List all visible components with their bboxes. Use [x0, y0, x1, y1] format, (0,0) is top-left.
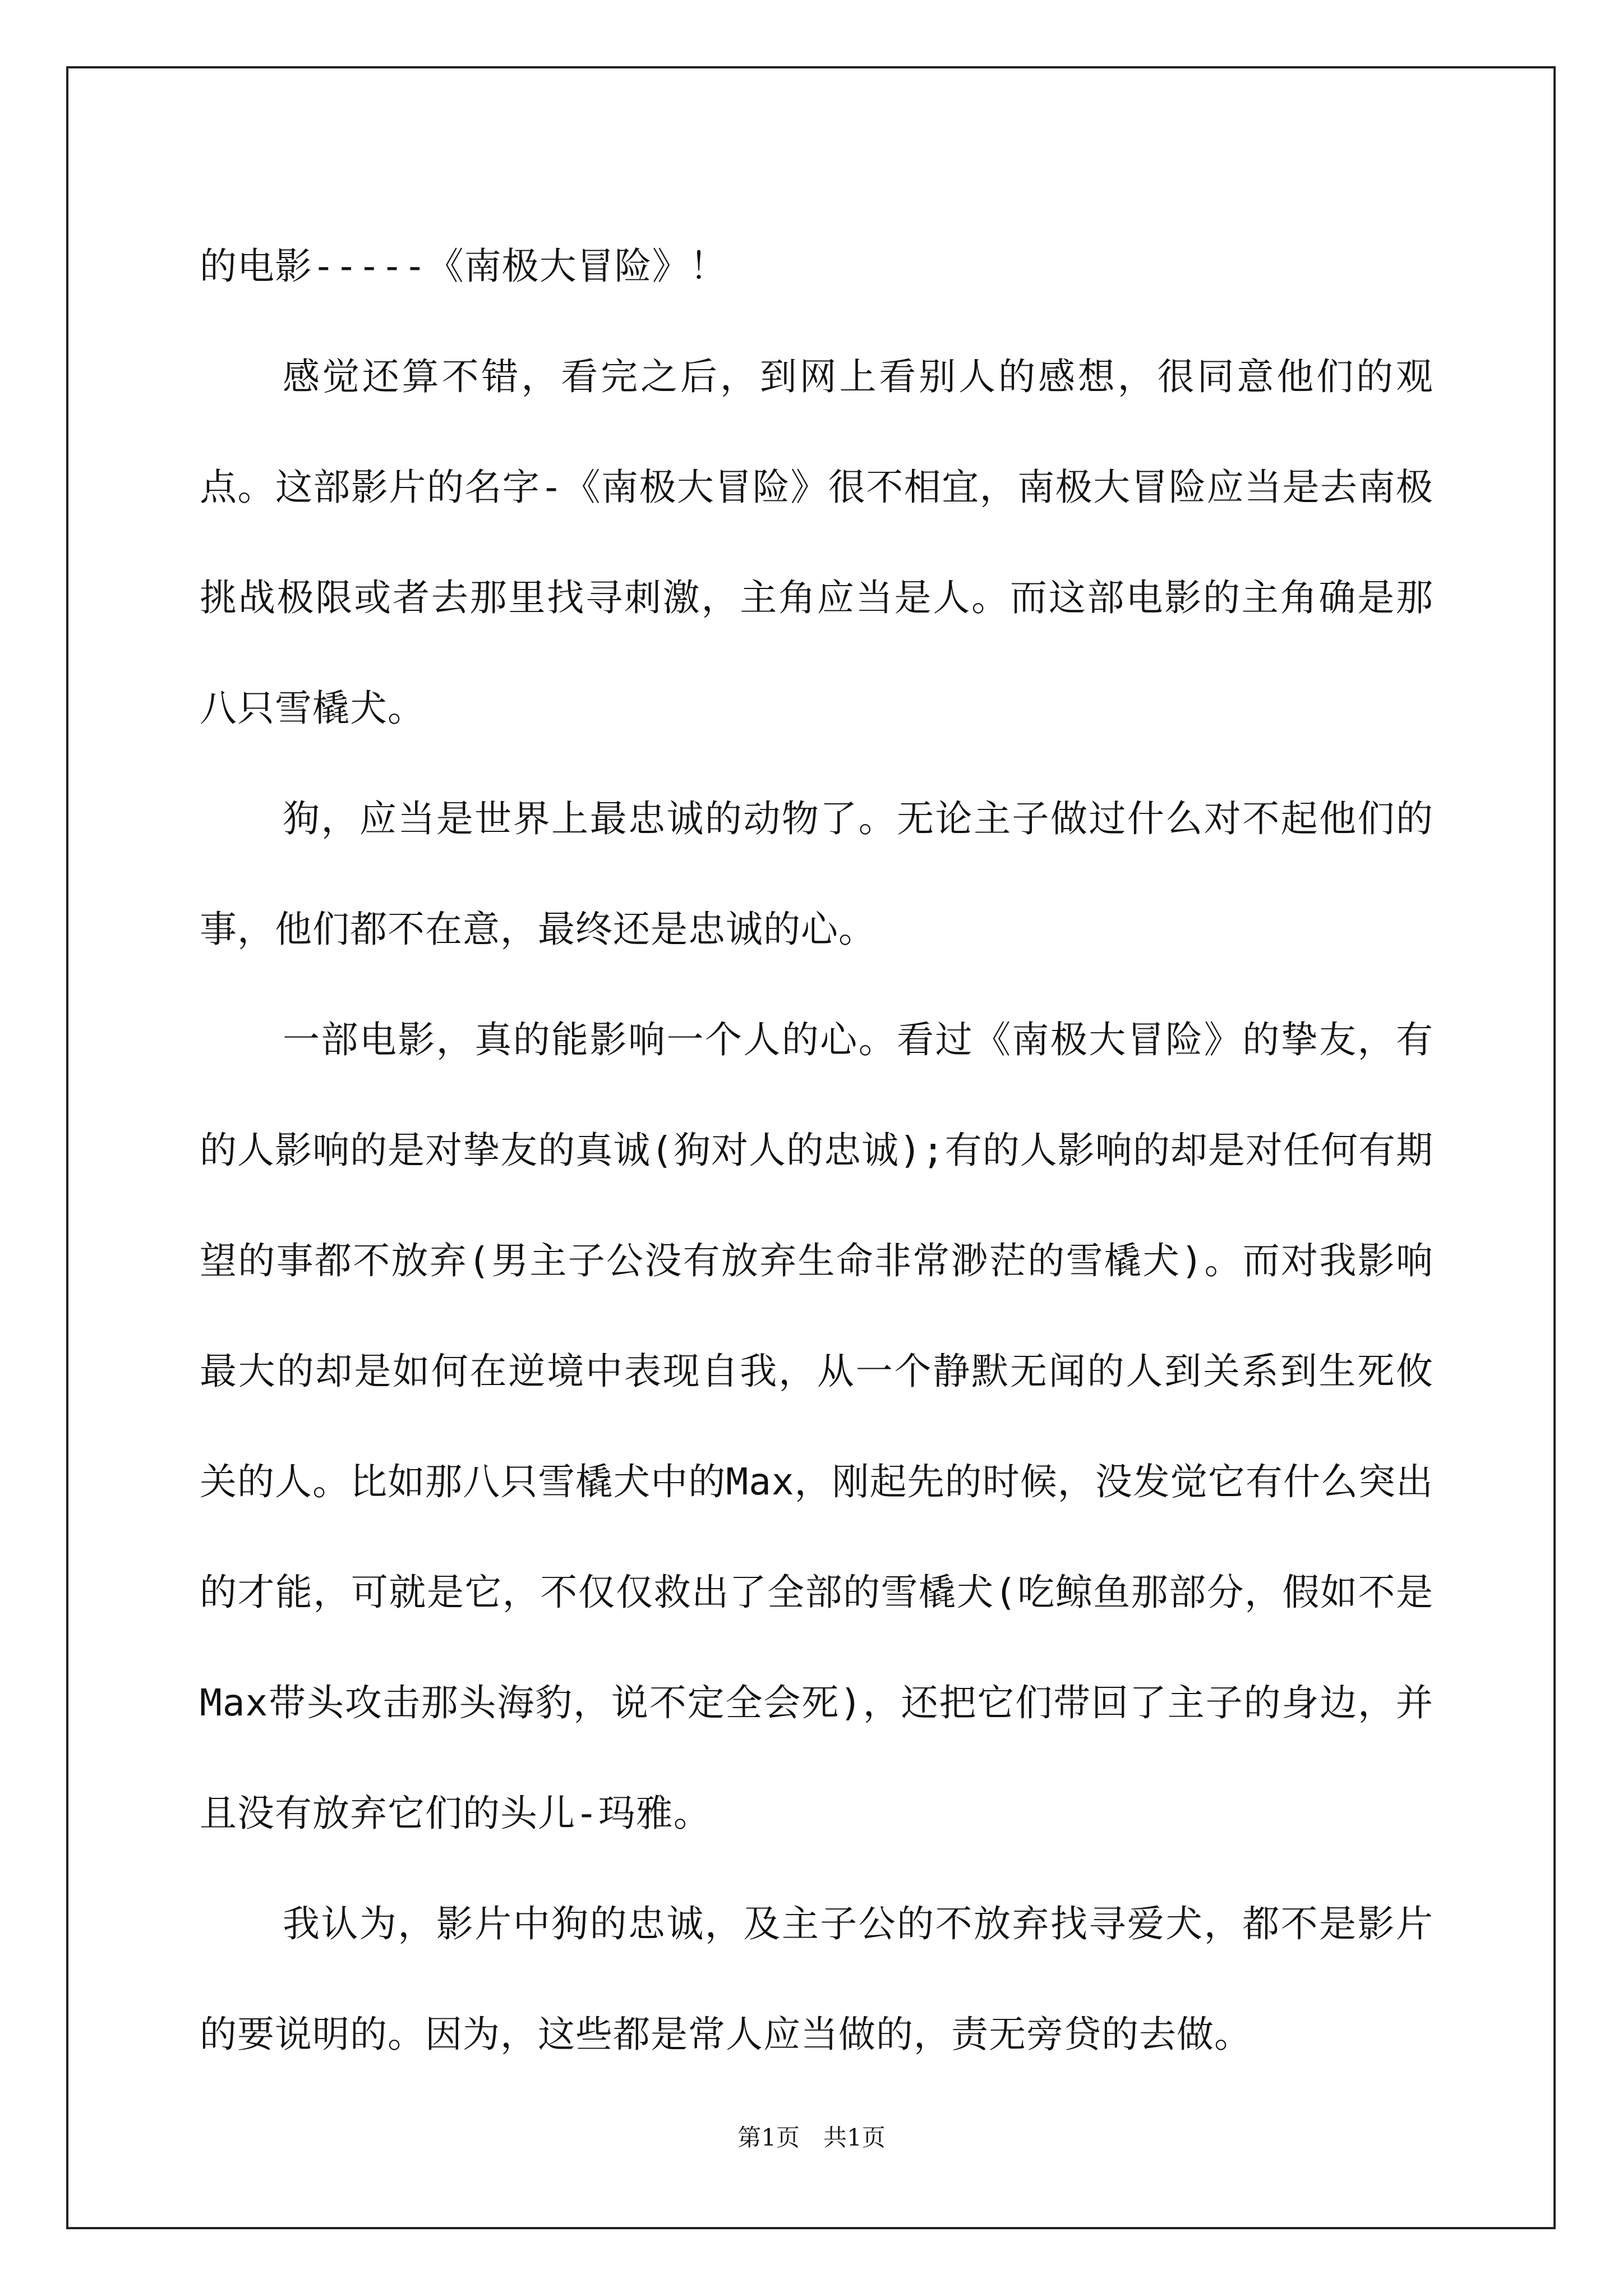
paragraph: 我认为，影片中狗的忠诚，及主子公的不放弃找寻爱犬，都不是影片的要说明的。因为，这些都是常人应当做的，责无旁贷的去做。: [200, 1902, 1433, 2056]
page-number: 第1页 共1页: [737, 2124, 886, 2151]
paragraph: 狗，应当是世界上最忠诚的动物了。无论主子做过什么对不起他们的事，他们都不在意，最终还是忠诚的心。: [200, 797, 1433, 951]
paragraph: 的电影-----《南极大冒险》！: [200, 245, 727, 288]
paragraph: 一部电影，真的能影响一个人的心。看过《南极大冒险》的挚友，有的人影响的是对挚友的真诚(狗对人的忠诚);有的人影响的却是对任何有期望的事都不放弃(男主子公没有放弃生命非常渺茫的雪橇犬)。而对我影响最大的却是如何在逆境中表现自我，从一个静默无闻的人到关系到生死攸关的人。比如那八只雪橇犬中的Max，刚起先的时候，没发觉它有什么突出的才能，可就是它，不仅仅救出了全部的雪橇犬(吃鲸鱼那部分，假如不是Max带头攻击那头海豹，说不定全会死)，还把它们带回了主子的身边，并且没有放弃它们的头儿-玛雅。: [200, 1018, 1433, 1835]
document-body: [200, 211, 1433, 2090]
paragraph: 感觉还算不错，看完之后，到网上看别人的感想，很同意他们的观点。这部影片的名字-《南极大冒险》很不相宜，南极大冒险应当是去南极挑战极限或者去那里找寻刺激，主角应当是人。而这部电影的主角确是那八只雪橇犬。: [200, 355, 1433, 730]
